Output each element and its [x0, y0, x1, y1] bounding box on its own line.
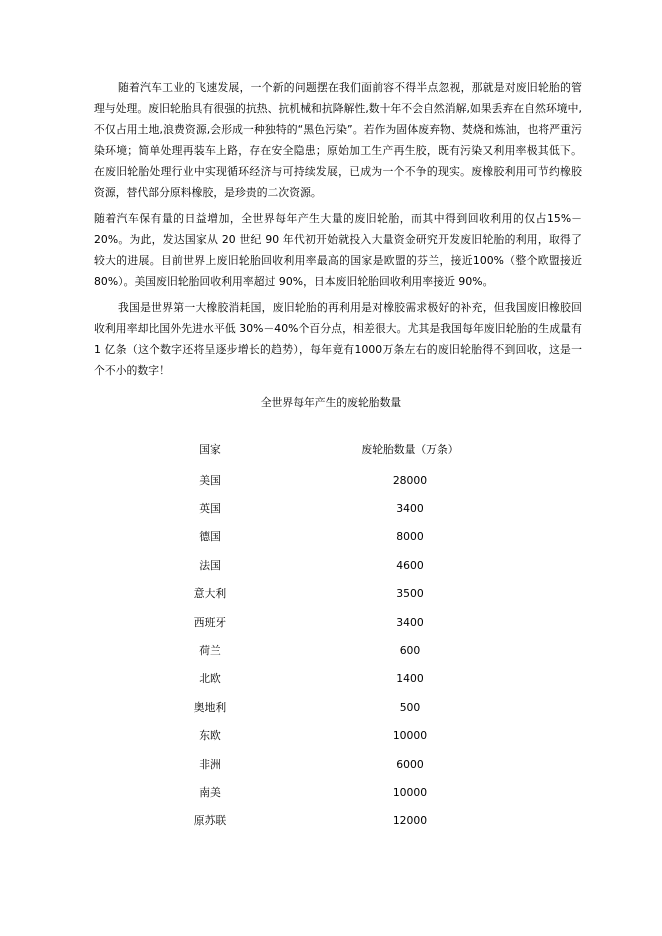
country-cell: 德国 [199, 530, 221, 544]
country-cell: 奥地利 [193, 700, 227, 714]
header-count: 废轮胎数量（万条） [361, 442, 459, 456]
table-row [150, 523, 550, 551]
country-cell: 意大利 [193, 587, 227, 601]
count-cell: 8000 [396, 530, 424, 544]
paragraph-recycling-rates: 随着汽车保有量的日益增加，全世界每年产生大量的废旧轮胎，而其中得到回收利用的仅占15%－20%。为此，发达国家从 20 世纪 90 年代初开始就投入大量资金研究开发废旧轮胎的利用，取得了较大的进展。目前世界上废旧轮胎回收利用率最高的国家是欧盟的芬兰，接近100%（整个欧盟接近 80%）。美国废旧轮胎回收利用率超过 90%，日本废旧轮胎回收利用率接近 90%。 [94, 212, 582, 288]
table-row [150, 750, 550, 778]
table-row [150, 693, 550, 721]
country-cell: 南美 [199, 785, 221, 799]
country-cell: 原苏联 [193, 814, 227, 828]
paragraph-china-situation: 我国是世界第一大橡胶消耗国，废旧轮胎的再利用是对橡胶需求极好的补充，但我国废旧橡胶回收利用率却比国外先进水平低 30%－40%个百分点，相差很大。尤其是我国每年废旧轮胎的生成量有 1 亿条（这个数字还将呈逐步增长的趋势），每年竟有1000万条左右的废旧轮胎得不到回收，这是一个不小的数字！ [94, 301, 582, 377]
table-row [150, 466, 550, 494]
count-cell: 600 [399, 644, 421, 658]
count-cell: 12000 [392, 814, 428, 828]
country-cell: 美国 [199, 473, 221, 487]
table-row [150, 636, 550, 664]
table-row [150, 551, 550, 579]
count-cell: 10000 [392, 729, 428, 743]
count-cell: 10000 [392, 785, 428, 799]
count-cell: 3400 [396, 502, 424, 516]
table-header-row [150, 432, 550, 466]
table-row [150, 722, 550, 750]
table-row [150, 494, 550, 522]
table-row [150, 665, 550, 693]
count-cell: 28000 [392, 473, 428, 487]
waste-tire-table [150, 432, 550, 835]
table-row [150, 608, 550, 636]
country-cell: 北欧 [199, 672, 221, 686]
country-cell: 法国 [199, 558, 221, 572]
country-cell: 荷兰 [199, 644, 221, 658]
country-cell: 英国 [199, 502, 221, 516]
count-cell: 3500 [396, 587, 424, 601]
count-cell: 6000 [396, 757, 424, 771]
paragraph-intro: 随着汽车工业的飞速发展，一个新的问题摆在我们面前容不得半点忽视，那就是对废旧轮胎的管理与处理。废旧轮胎具有很强的抗热、抗机械和抗降解性,数十年不会自然消解,如果丢弃在自然环境中,不仅占用土地,浪费资源,会形成一种独特的“黑色污染”。若作为固体废弃物、焚烧和炼油，也将严重污染环境；简单处理再装车上路，存在安全隐患；原始加工生产再生胶，既有污染又利用率极其低下。在废旧轮胎处理行业中实现循环经济与可持续发展，已成为一个不争的现实。废橡胶利用可节约橡胶资源，替代部分原料橡胶，是珍贵的二次资源。 [94, 81, 582, 199]
country-cell: 非洲 [199, 757, 221, 771]
header-country: 国家 [199, 442, 221, 456]
count-cell: 3400 [396, 615, 424, 629]
table-title: 全世界每年产生的废轮胎数量 [260, 396, 402, 409]
count-cell: 500 [399, 700, 421, 714]
table-row [150, 580, 550, 608]
count-cell: 4600 [396, 558, 424, 572]
table-row [150, 778, 550, 806]
table-row [150, 807, 550, 835]
count-cell: 1400 [396, 672, 424, 686]
country-cell: 东欧 [199, 729, 221, 743]
country-cell: 西班牙 [193, 615, 227, 629]
